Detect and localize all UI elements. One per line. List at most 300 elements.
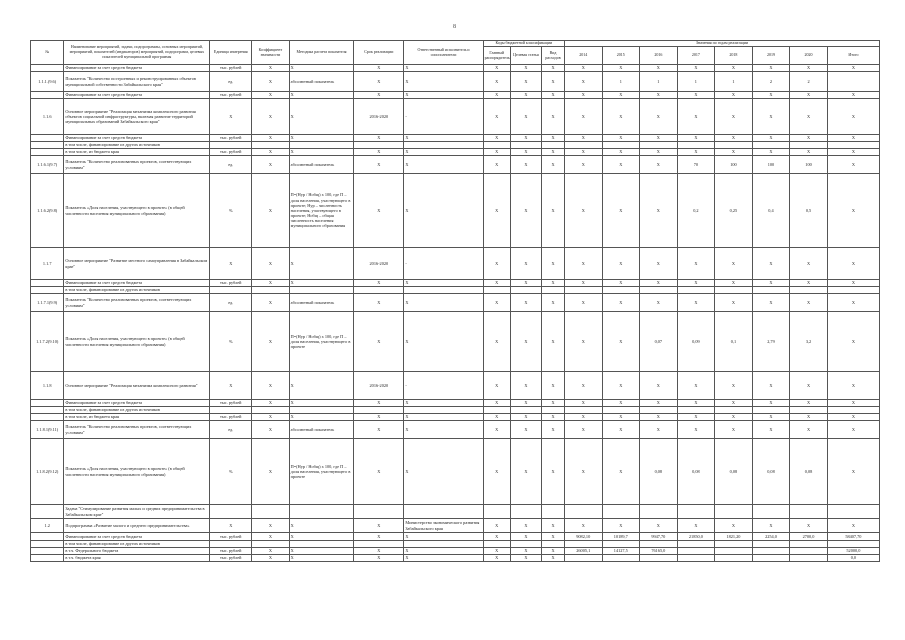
table-cell: 100 xyxy=(752,156,790,174)
table-cell: X xyxy=(790,248,828,280)
table-cell xyxy=(564,142,602,149)
table-cell xyxy=(715,541,753,548)
table-cell: X xyxy=(252,149,290,156)
table-row xyxy=(31,65,880,72)
table-cell: 52000,0 xyxy=(827,548,879,555)
row-title-cell: Показатель «Доля населения, участвующего в проекте» (в общей численности населения муниципального образования) xyxy=(64,312,210,372)
table-cell: тыс. рублей xyxy=(210,65,252,72)
row-number-cell: 1.1.8.1(9.11) xyxy=(31,421,64,439)
row-number-cell xyxy=(31,287,64,294)
table-cell xyxy=(510,287,541,294)
table-cell xyxy=(790,548,828,555)
table-cell: X xyxy=(542,439,565,505)
table-cell: X xyxy=(752,400,790,407)
table-cell xyxy=(602,541,640,548)
table-cell: X xyxy=(542,280,565,287)
table-cell: X xyxy=(289,548,354,555)
table-cell: X xyxy=(677,135,715,142)
table-cell: X xyxy=(483,248,510,280)
table-cell xyxy=(640,541,678,548)
table-cell: X xyxy=(483,99,510,135)
table-cell: X xyxy=(602,92,640,99)
table-cell xyxy=(404,142,483,149)
row-number-cell: 1.1.7.2(9.10) xyxy=(31,312,64,372)
row-number-cell xyxy=(31,548,64,555)
table-cell: тыс. рублей xyxy=(210,135,252,142)
table-cell: X xyxy=(564,439,602,505)
table-cell: X xyxy=(404,421,483,439)
table-cell: X xyxy=(715,248,753,280)
row-title-cell: в том числе, финансирование из других источников xyxy=(64,541,210,548)
row-number-cell xyxy=(31,92,64,99)
table-cell: X xyxy=(677,421,715,439)
table-cell: X xyxy=(640,135,678,142)
table-cell xyxy=(483,142,510,149)
table-cell: X xyxy=(252,65,290,72)
table-cell: X xyxy=(602,312,640,372)
table-cell: X xyxy=(483,65,510,72)
table-cell xyxy=(640,142,678,149)
table-cell: X xyxy=(252,312,290,372)
table-cell: X xyxy=(790,421,828,439)
table-cell: X xyxy=(752,248,790,280)
row-title-cell: Показатель «Доля населения, участвующего в проекте» (в общей численности населения муниципального образования) xyxy=(64,439,210,505)
table-cell: X xyxy=(354,149,404,156)
table-cell: X xyxy=(752,414,790,421)
table-cell: тыс. рублей xyxy=(210,533,252,541)
table-row xyxy=(31,287,880,294)
table-cell xyxy=(677,541,715,548)
table-cell xyxy=(640,287,678,294)
table-cell: X xyxy=(752,65,790,72)
table-cell: X xyxy=(827,248,879,280)
header-unit: Единица измерения xyxy=(210,41,252,65)
table-row xyxy=(31,142,880,149)
table-cell: X xyxy=(715,294,753,312)
table-row xyxy=(31,421,880,439)
header-year-values: Значения по годам реализации xyxy=(564,41,879,47)
row-title-cell: Финансирование за счет средств бюджета xyxy=(64,533,210,541)
table-cell: X xyxy=(289,555,354,562)
table-cell: X xyxy=(602,400,640,407)
table-cell: X xyxy=(252,533,290,541)
table-row xyxy=(31,72,880,92)
table-cell: X xyxy=(640,65,678,72)
table-cell: X xyxy=(677,65,715,72)
table-cell: X xyxy=(483,372,510,400)
table-cell xyxy=(210,287,252,294)
row-number-cell xyxy=(31,400,64,407)
row-number-cell xyxy=(31,135,64,142)
table-cell: X xyxy=(602,519,640,533)
table-row xyxy=(31,372,880,400)
table-cell: X xyxy=(715,92,753,99)
table-cell: X xyxy=(252,174,290,248)
table-cell: X xyxy=(677,99,715,135)
table-cell: X xyxy=(602,372,640,400)
table-cell: X xyxy=(564,149,602,156)
table-cell: X xyxy=(404,280,483,287)
table-cell: X xyxy=(289,92,354,99)
table-row xyxy=(31,156,880,174)
table-cell xyxy=(715,555,753,562)
table-cell xyxy=(677,548,715,555)
table-cell: 100 xyxy=(790,156,828,174)
table-cell xyxy=(790,407,828,414)
table-cell: X xyxy=(404,439,483,505)
table-row xyxy=(31,555,880,562)
table-row xyxy=(31,248,880,280)
table-cell: X xyxy=(752,519,790,533)
table-cell: 2254,0 xyxy=(752,533,790,541)
table-cell: X xyxy=(510,533,541,541)
table-cell: X xyxy=(289,372,354,400)
table-cell: X xyxy=(510,400,541,407)
row-title-cell: Показатель «Доля населения, участвующего в проекте» (в общей численности населения муниципального образования) xyxy=(64,174,210,248)
table-cell: X xyxy=(354,135,404,142)
table-cell xyxy=(542,287,565,294)
table-cell xyxy=(210,505,252,519)
table-cell: X xyxy=(564,174,602,248)
table-cell: X xyxy=(564,92,602,99)
table-row xyxy=(31,548,880,555)
table-cell: X xyxy=(404,548,483,555)
table-cell xyxy=(640,505,678,519)
table-cell: X xyxy=(715,421,753,439)
table-cell: % xyxy=(210,174,252,248)
row-title-cell: Показатель "Количество реализованных проектов, соответствующих условиям" xyxy=(64,421,210,439)
table-cell xyxy=(752,505,790,519)
table-cell xyxy=(827,142,879,149)
row-number-cell xyxy=(31,142,64,149)
table-cell: X xyxy=(289,414,354,421)
table-cell xyxy=(677,505,715,519)
table-cell: X xyxy=(790,414,828,421)
table-cell: X xyxy=(542,548,565,555)
table-cell: ед. xyxy=(210,421,252,439)
table-cell: тыс. рублей xyxy=(210,92,252,99)
table-cell: X xyxy=(715,414,753,421)
table-cell: Министерство экономического развития Забайкальского края xyxy=(404,519,483,533)
table-cell: X xyxy=(602,414,640,421)
table-cell: X xyxy=(510,519,541,533)
table-cell: 0,08 xyxy=(677,439,715,505)
table-cell: X xyxy=(510,248,541,280)
table-cell xyxy=(677,555,715,562)
table-cell xyxy=(564,287,602,294)
table-cell: X xyxy=(564,294,602,312)
table-cell xyxy=(715,287,753,294)
table-cell xyxy=(752,555,790,562)
table-cell: X xyxy=(640,414,678,421)
table-cell: X xyxy=(602,149,640,156)
table-cell: 1 xyxy=(677,72,715,92)
table-cell: X xyxy=(404,149,483,156)
table-cell xyxy=(640,407,678,414)
header-year-2016: 2016 xyxy=(640,47,678,65)
table-cell: X xyxy=(510,548,541,555)
header-number: № xyxy=(31,41,64,65)
table-body xyxy=(31,65,880,562)
table-cell: X xyxy=(354,414,404,421)
table-cell: X xyxy=(640,99,678,135)
table-cell xyxy=(510,142,541,149)
table-cell: X xyxy=(510,65,541,72)
table-cell: X xyxy=(564,72,602,92)
table-cell xyxy=(827,541,879,548)
table-cell xyxy=(715,142,753,149)
table-cell xyxy=(289,287,354,294)
table-cell: X xyxy=(404,312,483,372)
table-cell: X xyxy=(715,65,753,72)
table-cell: X xyxy=(564,372,602,400)
table-row xyxy=(31,541,880,548)
table-cell xyxy=(827,505,879,519)
table-cell: X xyxy=(252,99,290,135)
table-cell: X xyxy=(602,174,640,248)
table-cell: X xyxy=(510,135,541,142)
table-cell: X xyxy=(752,421,790,439)
table-cell: X xyxy=(404,135,483,142)
table-cell xyxy=(510,541,541,548)
table-cell: X xyxy=(564,519,602,533)
table-cell: X xyxy=(483,149,510,156)
table-cell: X xyxy=(510,92,541,99)
table-cell: 0,08 xyxy=(715,439,753,505)
table-cell: - xyxy=(404,248,483,280)
table-cell xyxy=(677,407,715,414)
table-cell: X xyxy=(354,555,404,562)
row-number-cell: 1.1.8.2(9.12) xyxy=(31,439,64,505)
table-cell: X xyxy=(827,280,879,287)
table-row xyxy=(31,294,880,312)
table-cell: X xyxy=(510,414,541,421)
table-cell xyxy=(564,555,602,562)
table-cell: X xyxy=(677,294,715,312)
table-cell: X xyxy=(564,414,602,421)
table-cell xyxy=(354,142,404,149)
table-cell: 0,09 xyxy=(677,312,715,372)
table-cell: X xyxy=(252,421,290,439)
header-budget-codes: Коды бюджетной классификации xyxy=(483,41,564,47)
table-cell: X xyxy=(640,149,678,156)
row-title-cell: Показатель "Количество реализованных проектов, соответствующих условиям" xyxy=(64,294,210,312)
table-cell: X xyxy=(510,439,541,505)
table-row xyxy=(31,533,880,541)
table-cell: X xyxy=(602,439,640,505)
table-cell: X xyxy=(542,421,565,439)
table-row xyxy=(31,407,880,414)
table-row xyxy=(31,99,880,135)
table-cell: X xyxy=(602,65,640,72)
table-cell: 14127,5 xyxy=(602,548,640,555)
table-cell: X xyxy=(640,294,678,312)
row-number-cell xyxy=(31,65,64,72)
table-cell: X xyxy=(677,280,715,287)
table-cell xyxy=(404,287,483,294)
table-cell: X xyxy=(640,372,678,400)
table-cell: X xyxy=(252,414,290,421)
table-cell: X xyxy=(752,149,790,156)
table-cell: 3,2 xyxy=(790,312,828,372)
row-number-cell: 1.1.6.2(9.8) xyxy=(31,174,64,248)
header-year-2015: 2015 xyxy=(602,47,640,65)
table-cell: X xyxy=(510,149,541,156)
row-title-cell: Показатель "Количество реализованных проектов, соответствующих условиям" xyxy=(64,156,210,174)
table-cell: X xyxy=(564,312,602,372)
table-cell: X xyxy=(827,519,879,533)
table-cell xyxy=(752,407,790,414)
table-cell: X xyxy=(510,312,541,372)
table-cell: X xyxy=(483,72,510,92)
table-cell: абсолютный показатель xyxy=(289,294,354,312)
table-cell: X xyxy=(640,519,678,533)
table-cell xyxy=(252,287,290,294)
table-cell: 9082,10 xyxy=(564,533,602,541)
header-expense-type: Вид расходов xyxy=(542,47,565,65)
table-cell xyxy=(404,541,483,548)
table-cell: X xyxy=(790,519,828,533)
table-cell: X xyxy=(640,421,678,439)
table-cell: X xyxy=(542,135,565,142)
row-title-cell: в т.ч. Федерального бюджета xyxy=(64,548,210,555)
table-cell: X xyxy=(602,135,640,142)
table-cell: X xyxy=(602,248,640,280)
table-cell: X xyxy=(289,519,354,533)
table-cell: X xyxy=(542,294,565,312)
table-cell xyxy=(289,142,354,149)
table-cell: 2016-2020 xyxy=(354,99,404,135)
table-cell: X xyxy=(510,72,541,92)
table-cell: X xyxy=(715,135,753,142)
row-title-cell: Показатель "Количество построенных и реконструированных объектов муниципальной собственности Забайкальского края" xyxy=(64,72,210,92)
table-cell xyxy=(752,548,790,555)
row-title-cell: в том числе, финансирование из других источников xyxy=(64,142,210,149)
table-cell: 2016-2020 xyxy=(354,248,404,280)
table-cell: X xyxy=(677,248,715,280)
table-cell: X xyxy=(542,174,565,248)
table-cell: X xyxy=(827,439,879,505)
table-cell: абсолютный показатель xyxy=(289,72,354,92)
table-row xyxy=(31,505,880,519)
table-cell: X xyxy=(252,294,290,312)
table-cell: X xyxy=(289,149,354,156)
table-cell: X xyxy=(483,555,510,562)
row-title-cell: в том числе, финансирование из других источников xyxy=(64,407,210,414)
table-cell: X xyxy=(827,156,879,174)
row-title-cell: Финансирование за счет средств бюджета xyxy=(64,135,210,142)
row-title-cell: в том числе, из бюджета края xyxy=(64,414,210,421)
table-cell: 0,4 xyxy=(752,174,790,248)
row-title-cell: Основное мероприятие "Реализация механизма комплексного развития объектов социальной инфраструктуры, включая развитие территорий муниципальных образований Забайкальского края" xyxy=(64,99,210,135)
table-header xyxy=(31,41,880,65)
table-cell: X xyxy=(790,92,828,99)
table-cell xyxy=(252,142,290,149)
table-cell: X xyxy=(827,294,879,312)
header-term: Срок реализации xyxy=(354,41,404,65)
table-cell: X xyxy=(715,400,753,407)
table-cell: X xyxy=(542,248,565,280)
table-cell: X xyxy=(483,135,510,142)
table-cell: X xyxy=(715,372,753,400)
table-cell: X xyxy=(827,135,879,142)
table-cell xyxy=(602,142,640,149)
table-cell xyxy=(564,505,602,519)
table-cell xyxy=(289,505,354,519)
table-cell: X xyxy=(827,414,879,421)
header-article: Целевая статья xyxy=(510,47,541,65)
table-cell: 0,0 xyxy=(827,555,879,562)
table-cell xyxy=(602,555,640,562)
table-row xyxy=(31,312,880,372)
table-cell: X xyxy=(827,421,879,439)
table-cell xyxy=(354,505,404,519)
table-cell: X xyxy=(289,400,354,407)
table-cell: абсолютный показатель xyxy=(289,421,354,439)
table-cell: X xyxy=(404,294,483,312)
table-cell: X xyxy=(252,555,290,562)
table-cell xyxy=(542,407,565,414)
table-cell: X xyxy=(354,280,404,287)
row-number-cell: 1.1.1.(9.6) xyxy=(31,72,64,92)
row-number-cell xyxy=(31,407,64,414)
table-cell: X xyxy=(483,519,510,533)
row-title-cell: в том числе, финансирование из других источников xyxy=(64,287,210,294)
table-cell xyxy=(827,407,879,414)
table-cell: X xyxy=(483,294,510,312)
table-cell: X xyxy=(542,372,565,400)
table-cell xyxy=(602,505,640,519)
table-cell xyxy=(483,287,510,294)
table-cell: X xyxy=(790,65,828,72)
table-cell: 1 xyxy=(715,72,753,92)
table-cell: 100 xyxy=(715,156,753,174)
row-title-cell: Финансирование за счет средств бюджета xyxy=(64,65,210,72)
table-cell: тыс. рублей xyxy=(210,555,252,562)
table-cell: X xyxy=(483,174,510,248)
table-cell: X xyxy=(483,312,510,372)
table-cell: X xyxy=(827,400,879,407)
table-cell: 1 xyxy=(602,72,640,92)
table-cell: X xyxy=(677,372,715,400)
row-number-cell: 1.1.8 xyxy=(31,372,64,400)
table-cell: X xyxy=(640,400,678,407)
table-cell: X xyxy=(252,72,290,92)
table-cell: X xyxy=(354,174,404,248)
row-title-cell: Подпрограмма «Развитие малого и среднего предпринимательства» xyxy=(64,519,210,533)
table-cell: X xyxy=(483,533,510,541)
table-cell: X xyxy=(827,174,879,248)
table-cell: X xyxy=(715,99,753,135)
table-cell: - xyxy=(404,372,483,400)
table-cell: X xyxy=(252,92,290,99)
table-cell: X xyxy=(790,400,828,407)
table-cell: X xyxy=(542,156,565,174)
table-cell: П=(Нур / Нобщ) х 100, где П – доля населения, участвующего в проекте xyxy=(289,439,354,505)
table-cell: 70 xyxy=(677,156,715,174)
table-cell: X xyxy=(210,99,252,135)
table-cell xyxy=(483,407,510,414)
table-row xyxy=(31,439,880,505)
table-cell: X xyxy=(790,135,828,142)
table-cell: X xyxy=(790,99,828,135)
table-cell: X xyxy=(752,280,790,287)
table-cell: X xyxy=(542,65,565,72)
table-cell xyxy=(827,72,879,92)
table-cell: 2700,0 xyxy=(790,533,828,541)
table-cell: X xyxy=(542,72,565,92)
table-cell: X xyxy=(542,414,565,421)
